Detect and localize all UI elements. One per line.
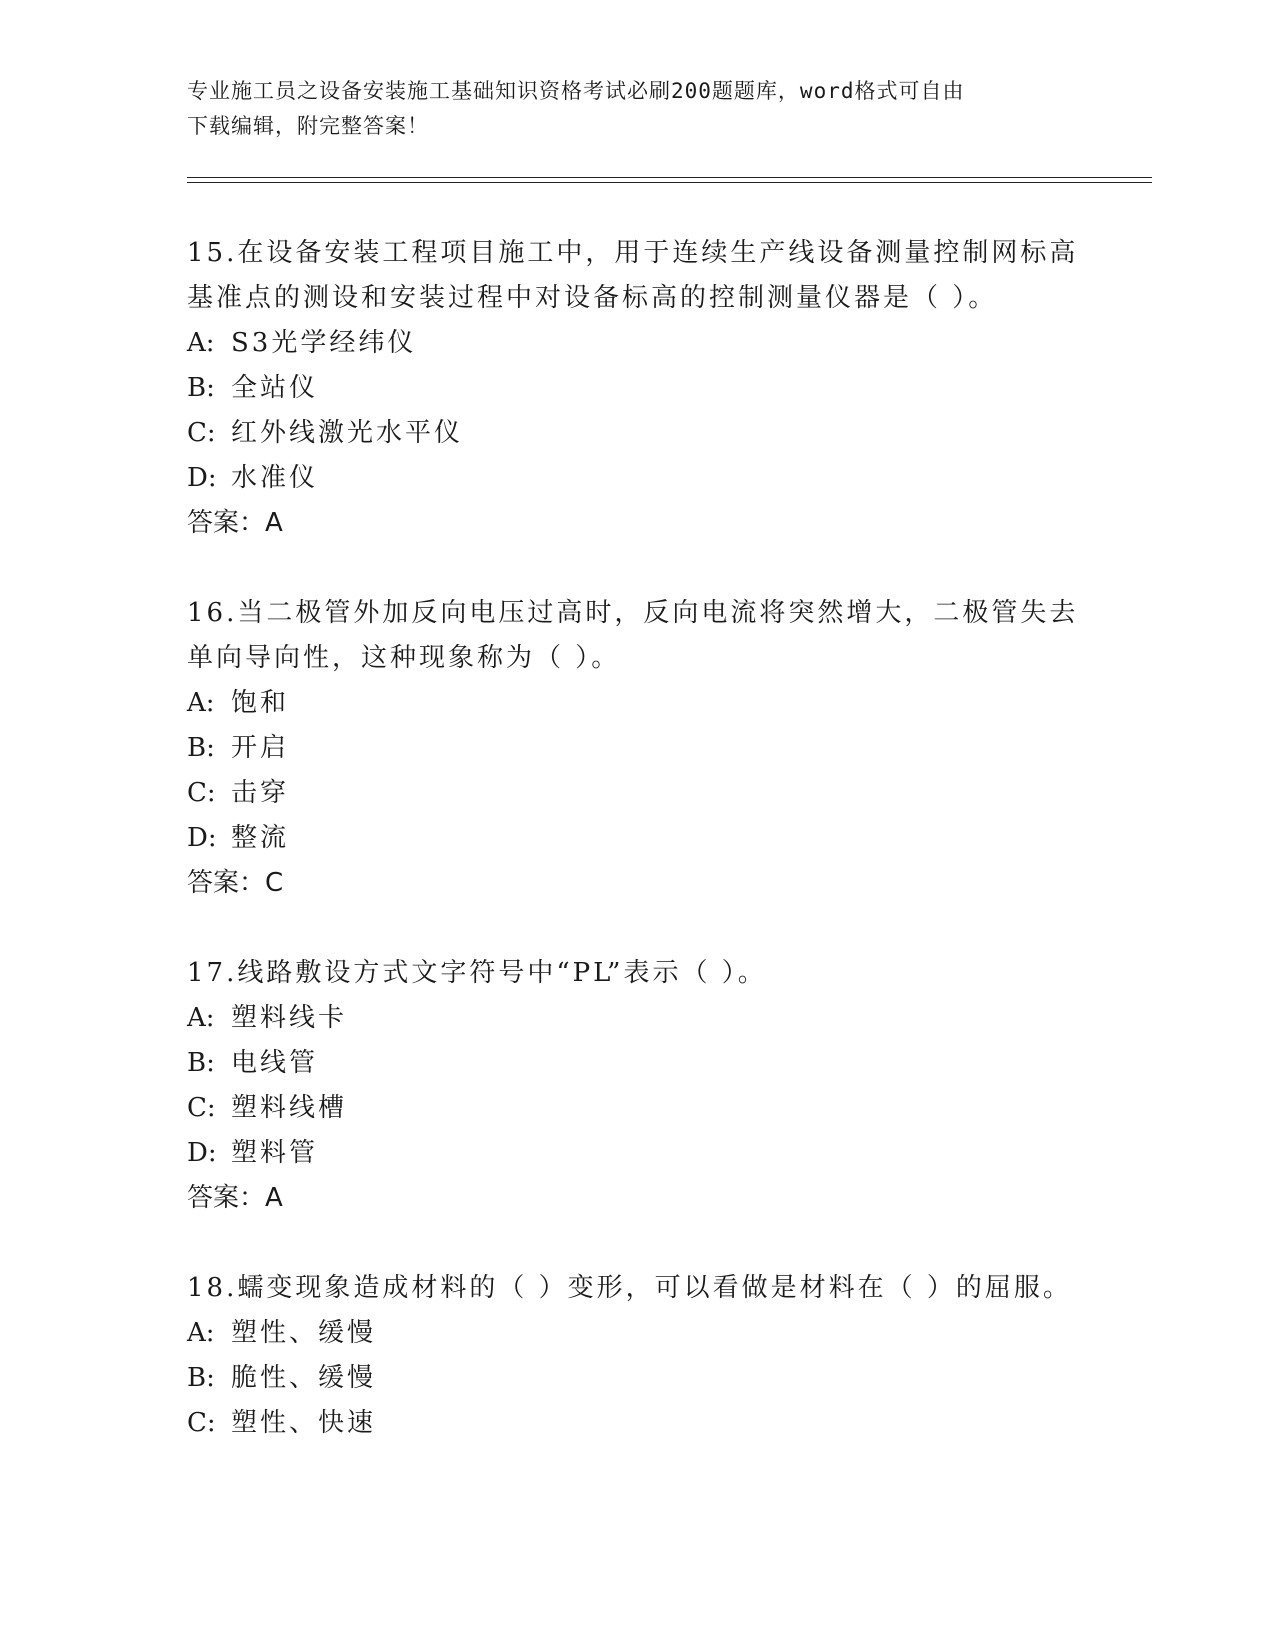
answer-line: 答案：C [187, 868, 284, 898]
option-text: 电线管 [231, 1048, 319, 1078]
answer-line: 答案：A [187, 1183, 283, 1213]
option-c [187, 1401, 1087, 1446]
option-key: D: [187, 1138, 217, 1168]
option-key: C: [187, 1408, 216, 1438]
header-divider [187, 182, 1152, 183]
option-c [187, 1086, 1087, 1131]
option-b [187, 1356, 1087, 1401]
question-text: 16.当二极管外加反向电压过高时，反向电流将突然增大，二极管失去单向导向性，这种现象称为（ ）。 [187, 598, 1079, 673]
option-text: 击穿 [231, 778, 290, 808]
answer-line: 答案：A [187, 508, 283, 538]
option-b [187, 366, 1087, 411]
option-text: 水准仪 [231, 463, 319, 493]
question-text: 15.在设备安装工程项目施工中，用于连续生产线设备测量控制网标高基准点的测设和安装过程中对设备标高的控制测量仪器是（ ）。 [187, 238, 1079, 313]
header-line-1: 专业施工员之设备安装施工基础知识资格考试必刷200题题库，word格式可自由 [187, 79, 965, 103]
option-text: 整流 [231, 823, 290, 853]
option-key: A: [187, 1003, 215, 1033]
option-d [187, 1131, 1087, 1176]
option-text: S3光学经纬仪 [231, 328, 417, 358]
option-key: C: [187, 418, 216, 448]
question-text: 17.线路敷设方式文字符号中“PL”表示（ ）。 [187, 958, 767, 988]
option-a [187, 1311, 1087, 1356]
option-b [187, 726, 1087, 771]
option-key: D: [187, 463, 217, 493]
option-text: 塑性、快速 [231, 1408, 377, 1438]
question-18 [187, 1266, 1087, 1446]
option-text: 红外线激光水平仪 [231, 418, 464, 448]
document-header [187, 74, 1067, 144]
option-a [187, 996, 1087, 1041]
option-text: 全站仪 [231, 373, 319, 403]
option-text: 塑性、缓慢 [231, 1318, 377, 1348]
question-17 [187, 951, 1087, 1221]
option-c [187, 411, 1087, 456]
option-text: 塑料线槽 [231, 1093, 348, 1123]
option-text: 塑料管 [231, 1138, 319, 1168]
option-b [187, 1041, 1087, 1086]
option-key: A: [187, 688, 215, 718]
option-key: A: [187, 328, 215, 358]
question-text: 18.蠕变现象造成材料的（ ）变形，可以看做是材料在（ ）的屈服。 [187, 1273, 1072, 1303]
option-key: D: [187, 823, 217, 853]
question-16 [187, 591, 1087, 906]
option-key: C: [187, 778, 216, 808]
option-key: B: [187, 1363, 215, 1393]
option-text: 开启 [231, 733, 290, 763]
option-text: 饱和 [231, 688, 290, 718]
option-key: C: [187, 1093, 216, 1123]
option-d [187, 456, 1087, 501]
option-key: B: [187, 1048, 215, 1078]
option-key: B: [187, 733, 215, 763]
option-text: 脆性、缓慢 [231, 1363, 377, 1393]
option-key: A: [187, 1318, 215, 1348]
option-c [187, 771, 1087, 816]
option-text: 塑料线卡 [231, 1003, 348, 1033]
option-key: B: [187, 373, 215, 403]
option-d [187, 816, 1087, 861]
option-a [187, 321, 1087, 366]
header-divider [187, 177, 1152, 178]
header-line-2: 下载编辑，附完整答案！ [187, 114, 429, 138]
option-a [187, 681, 1087, 726]
question-15 [187, 231, 1087, 546]
